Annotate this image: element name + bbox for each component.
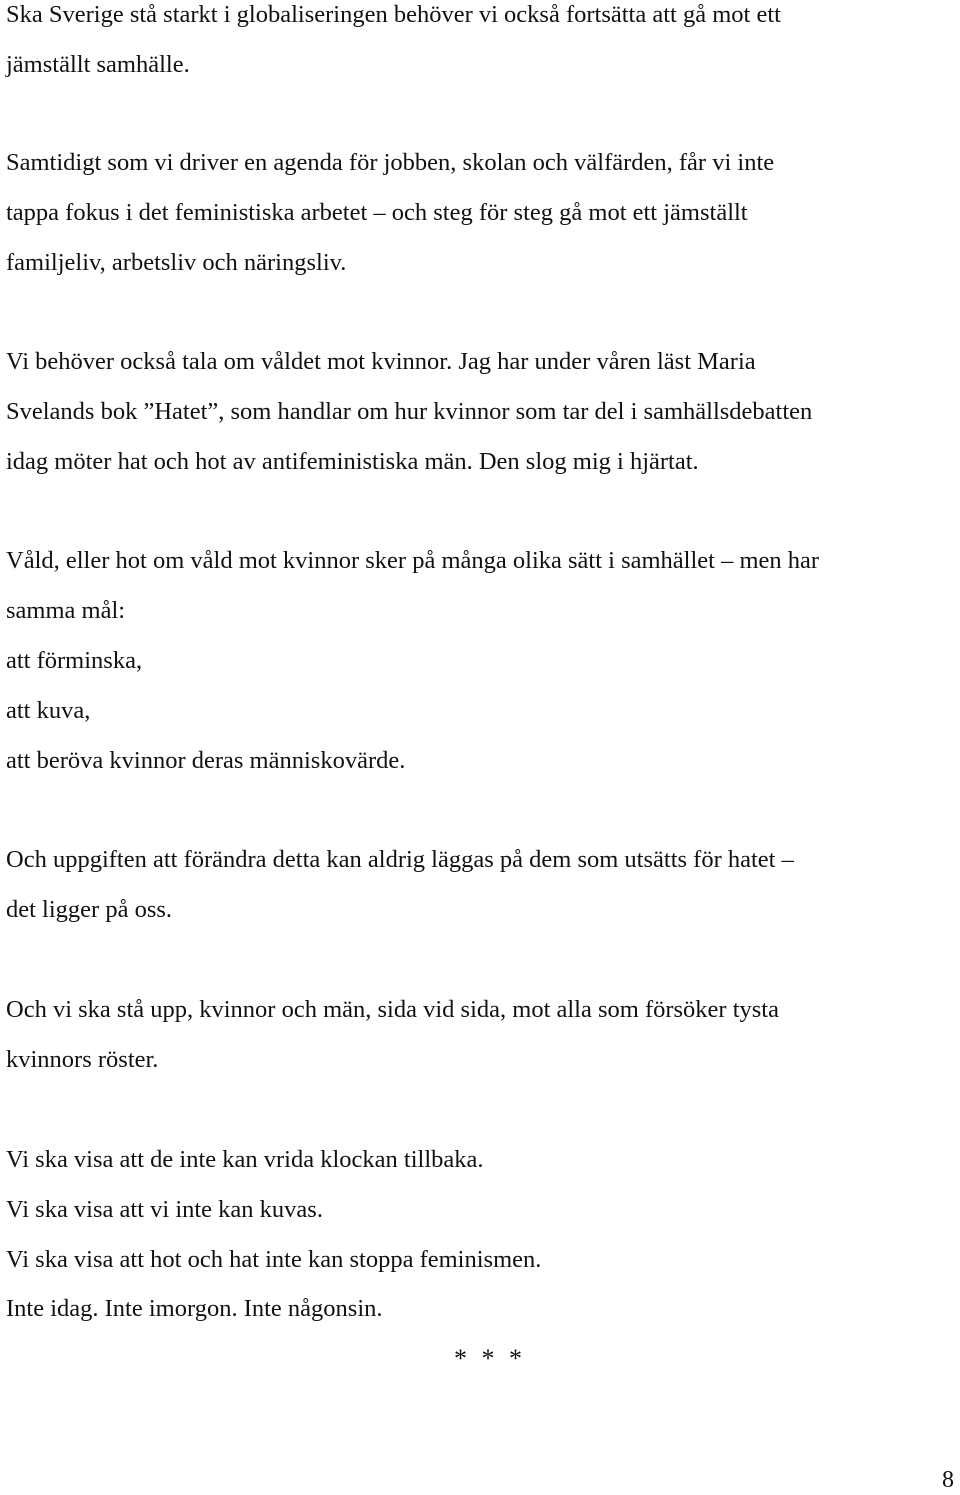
paragraph-line: att beröva kvinnor deras människovärde.: [6, 747, 406, 774]
paragraph-line: Vi ska visa att hot och hat inte kan stoppa feminismen.: [6, 1246, 542, 1273]
paragraph-line: familjeliv, arbetsliv och näringsliv.: [6, 249, 347, 276]
paragraph-line: att förminska,: [6, 647, 143, 674]
paragraph-line: Och vi ska stå upp, kvinnor och män, sida vid sida, mot alla som försöker tysta: [6, 996, 779, 1023]
paragraph-line: Och uppgiften att förändra detta kan aldrig läggas på dem som utsätts för hatet –: [6, 846, 794, 873]
paragraph-line: jämställt samhälle.: [6, 51, 190, 78]
paragraph-line: det ligger på oss.: [6, 896, 173, 923]
paragraph-line: tappa fokus i det feministiska arbetet – och steg för steg gå mot ett jämställt: [6, 199, 748, 226]
page-number: 8: [942, 1467, 954, 1493]
paragraph-line: idag möter hat och hot av antifeministiska män. Den slog mig i hjärtat.: [6, 448, 699, 475]
paragraph-line: kvinnors röster.: [6, 1046, 159, 1073]
paragraph-line: Vi ska visa att de inte kan vrida klockan tillbaka.: [6, 1146, 484, 1173]
section-separator: * * *: [454, 1344, 526, 1373]
paragraph-line: Våld, eller hot om våld mot kvinnor sker på många olika sätt i samhället – men har: [6, 547, 820, 574]
paragraph-line: Svelands bok ”Hatet”, som handlar om hur kvinnor som tar del i samhällsdebatten: [6, 398, 813, 425]
paragraph-line: Vi ska visa att vi inte kan kuvas.: [6, 1196, 323, 1223]
paragraph-line: Vi behöver också tala om våldet mot kvinnor. Jag har under våren läst Maria: [6, 348, 756, 375]
paragraph-line: Ska Sverige stå starkt i globaliseringen behöver vi också fortsätta att gå mot ett: [6, 1, 781, 28]
paragraph-line: samma mål:: [6, 597, 126, 624]
paragraph-line: Samtidigt som vi driver en agenda för jobben, skolan och välfärden, får vi inte: [6, 149, 775, 176]
paragraph-line: att kuva,: [6, 697, 91, 724]
paragraph-line: Inte idag. Inte imorgon. Inte någonsin.: [6, 1295, 383, 1322]
